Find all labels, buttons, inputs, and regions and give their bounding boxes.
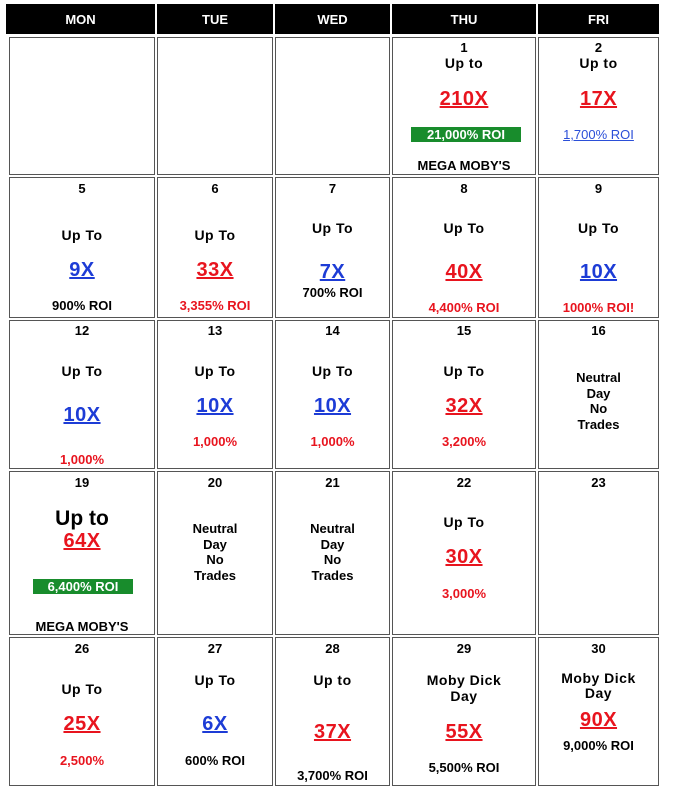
up-to-label: Up To bbox=[61, 363, 103, 379]
header-mon: MON bbox=[6, 4, 155, 34]
roi-label: 900% ROI bbox=[52, 298, 112, 313]
up-to-label: Up to bbox=[444, 55, 484, 71]
calendar-cell-day-15 bbox=[392, 320, 536, 469]
header-fri: FRI bbox=[538, 4, 659, 34]
calendar-cell-day-12 bbox=[9, 320, 155, 469]
neutral-line: Day bbox=[320, 536, 345, 552]
day-label: Day bbox=[450, 688, 478, 704]
neutral-line: Neutral bbox=[192, 521, 238, 536]
roi-label: 3,000% bbox=[441, 586, 487, 601]
roi-label: 1,000% bbox=[192, 434, 238, 449]
calendar-cell-day-6 bbox=[157, 177, 273, 318]
header-tue: TUE bbox=[157, 4, 273, 34]
multiplier-link[interactable]: 10X bbox=[63, 404, 101, 426]
moby-dick-label: Moby Dick bbox=[426, 672, 502, 688]
calendar-cell-day-28 bbox=[275, 637, 390, 786]
calendar-cell-empty bbox=[157, 37, 273, 175]
day-number: 20 bbox=[207, 475, 223, 490]
day-number: 27 bbox=[207, 641, 223, 656]
day-number: 30 bbox=[591, 641, 606, 656]
multiplier-link[interactable]: 55X bbox=[445, 721, 483, 743]
day-number: 14 bbox=[325, 323, 340, 338]
up-to-label: Up To bbox=[194, 227, 236, 243]
up-to-label: Up To bbox=[443, 514, 485, 530]
day-number: 22 bbox=[456, 475, 472, 490]
multiplier-link[interactable]: 210X bbox=[439, 88, 489, 110]
calendar-cell-day-1 bbox=[392, 37, 536, 175]
roi-label: 3,355% ROI bbox=[179, 298, 251, 313]
calendar-cell-empty bbox=[275, 37, 390, 175]
up-to-label: Up to bbox=[55, 507, 109, 530]
calendar-cell-day-20 bbox=[157, 471, 273, 635]
multiplier-link[interactable]: 64X bbox=[63, 530, 101, 552]
neutral-line: Trades bbox=[577, 416, 620, 432]
calendar-cell-day-19 bbox=[9, 471, 155, 635]
up-to-label: Up to bbox=[313, 672, 352, 688]
multiplier-link[interactable]: 10X bbox=[313, 395, 352, 417]
multiplier-link[interactable]: 10X bbox=[579, 261, 618, 283]
roi-label: 600% ROI bbox=[185, 753, 245, 768]
calendar-cell-day-2 bbox=[538, 37, 659, 175]
multiplier-link[interactable]: 30X bbox=[445, 546, 483, 568]
roi-label: 1,000% bbox=[310, 434, 355, 449]
roi-label: 1,000% bbox=[59, 452, 105, 467]
neutral-line: Day bbox=[203, 536, 227, 552]
calendar-cell-day-14 bbox=[275, 320, 390, 469]
multiplier-link[interactable]: 25X bbox=[63, 713, 101, 735]
neutral-line: Neutral bbox=[310, 521, 355, 536]
up-to-label: Up To bbox=[194, 363, 236, 379]
day-number: 13 bbox=[207, 323, 223, 338]
header-wed: WED bbox=[275, 4, 390, 34]
roi-badge: 6,400% ROI bbox=[33, 579, 133, 594]
neutral-line: Trades bbox=[194, 567, 236, 583]
day-number: 5 bbox=[78, 181, 86, 196]
neutral-line: Trades bbox=[311, 567, 354, 583]
day-number: 21 bbox=[325, 475, 340, 490]
neutral-day-label bbox=[276, 521, 389, 583]
neutral-line: No bbox=[323, 552, 342, 567]
roi-label: 3,200% bbox=[441, 434, 487, 449]
calendar-cell-day-22 bbox=[392, 471, 536, 635]
neutral-day-label bbox=[158, 521, 272, 583]
multiplier-link[interactable]: 32X bbox=[445, 395, 483, 417]
roi-label: 1000% ROI! bbox=[562, 300, 635, 315]
neutral-day-label bbox=[539, 370, 658, 432]
day-number: 9 bbox=[594, 181, 603, 196]
up-to-label: Up To bbox=[194, 672, 236, 688]
calendar-cell-day-7 bbox=[275, 177, 390, 318]
day-number: 8 bbox=[460, 181, 468, 196]
roi-label: 9,000% ROI bbox=[563, 738, 634, 753]
day-number: 1 bbox=[460, 40, 468, 55]
roi-badge: 21,000% ROI bbox=[411, 127, 521, 142]
up-to-label: Up To bbox=[311, 363, 354, 379]
up-to-label: Up To bbox=[443, 220, 485, 236]
day-number: 2 bbox=[594, 40, 603, 55]
multiplier-link[interactable]: 37X bbox=[313, 721, 352, 743]
day-number: 26 bbox=[74, 641, 90, 656]
roi-link[interactable]: 1,700% ROI bbox=[563, 127, 634, 142]
calendar-cell-day-13 bbox=[157, 320, 273, 469]
up-to-label: Up to bbox=[579, 55, 618, 71]
roi-label: 2,500% bbox=[59, 753, 105, 768]
day-number: 28 bbox=[325, 641, 340, 656]
multiplier-link[interactable]: 33X bbox=[196, 259, 234, 281]
multiplier-link[interactable]: 6X bbox=[202, 713, 228, 735]
neutral-line: Neutral bbox=[576, 370, 621, 385]
up-to-label: Up To bbox=[311, 220, 354, 236]
roi-label: 5,500% ROI bbox=[428, 760, 500, 775]
calendar-cell-day-5 bbox=[9, 177, 155, 318]
day-number: 12 bbox=[74, 323, 90, 338]
day-number: 7 bbox=[328, 181, 337, 196]
neutral-line: Day bbox=[586, 385, 611, 401]
day-label: Day bbox=[584, 685, 613, 701]
calendar-cell-day-29 bbox=[392, 637, 536, 786]
neutral-line: No bbox=[206, 552, 224, 567]
day-number: 19 bbox=[74, 475, 90, 490]
calendar-cell-day-27 bbox=[157, 637, 273, 786]
up-to-label: Up To bbox=[61, 227, 103, 243]
calendar-cell-day-16 bbox=[538, 320, 659, 469]
roi-label: 700% ROI bbox=[302, 285, 363, 300]
calendar-cell-empty bbox=[9, 37, 155, 175]
header-thu: THU bbox=[392, 4, 536, 34]
day-number: 16 bbox=[591, 323, 606, 338]
multiplier-link[interactable]: 17X bbox=[579, 88, 618, 110]
calendar-cell-day-26 bbox=[9, 637, 155, 786]
mega-moby-label: MEGA MOBY'S bbox=[35, 619, 129, 634]
calendar-cell-day-8 bbox=[392, 177, 536, 318]
moby-dick-label: Moby Dick bbox=[561, 670, 636, 686]
day-number: 23 bbox=[591, 475, 606, 490]
multiplier-link[interactable]: 10X bbox=[196, 395, 234, 417]
day-number: 15 bbox=[456, 323, 472, 338]
day-number: 6 bbox=[211, 181, 219, 196]
calendar-cell-day-30 bbox=[538, 637, 659, 786]
neutral-line: No bbox=[589, 401, 608, 416]
calendar-cell-day-21 bbox=[275, 471, 390, 635]
calendar-cell-day-23 bbox=[538, 471, 659, 635]
up-to-label: Up To bbox=[61, 681, 103, 697]
mega-moby-label: MEGA MOBY'S bbox=[417, 158, 511, 173]
roi-label: 4,400% ROI bbox=[428, 300, 500, 315]
multiplier-link[interactable]: 7X bbox=[319, 261, 346, 283]
day-number: 29 bbox=[456, 641, 472, 656]
multiplier-link[interactable]: 40X bbox=[445, 261, 483, 283]
up-to-label: Up To bbox=[577, 220, 620, 236]
multiplier-link[interactable]: 9X bbox=[69, 259, 95, 281]
calendar-cell-day-9 bbox=[538, 177, 659, 318]
multiplier-link[interactable]: 90X bbox=[579, 709, 618, 731]
up-to-label: Up To bbox=[443, 363, 485, 379]
roi-label: 3,700% ROI bbox=[297, 768, 368, 783]
